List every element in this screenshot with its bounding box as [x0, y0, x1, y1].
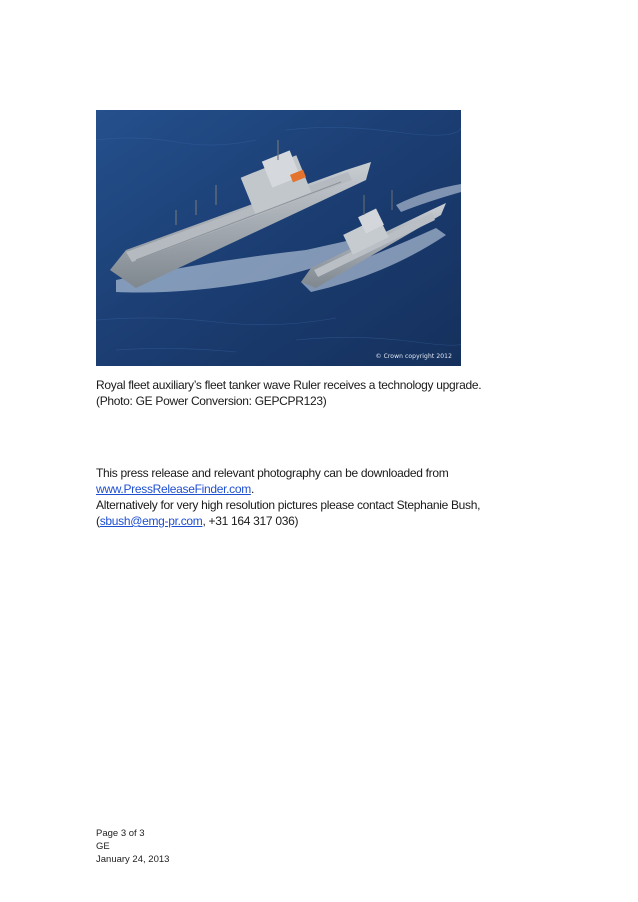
caption-line: Royal fleet auxiliary’s fleet tanker wave Ruler receives a technology upgrade.: [96, 378, 482, 392]
photo-caption: [96, 377, 516, 409]
release-link-line: [96, 481, 536, 497]
press-release-info: [96, 465, 536, 529]
contact-line: Alternatively for very high resolution pictures please contact Stephanie Bush,: [96, 498, 481, 512]
ships-photo: [96, 110, 461, 366]
page-number: Page 3 of 3: [96, 828, 145, 839]
contact-details: [96, 513, 536, 529]
photo-copyright: © Crown copyright 2012: [375, 353, 452, 360]
link-suffix: .: [250, 482, 254, 496]
ships-illustration: [96, 110, 461, 366]
company-name: GE: [96, 841, 110, 852]
phone-number: , +31 164 317 036): [202, 514, 299, 528]
open-paren: (: [96, 514, 100, 528]
release-date: January 24, 2013: [96, 854, 170, 865]
page-footer: [96, 827, 169, 866]
release-line: This press release and relevant photography can be downloaded from: [96, 466, 449, 480]
email-link[interactable]: sbush@emg-pr.com: [99, 514, 203, 528]
caption-credit: (Photo: GE Power Conversion: GEPCPR123): [96, 394, 327, 408]
press-release-finder-link[interactable]: www.PressReleaseFinder.com: [96, 482, 251, 496]
